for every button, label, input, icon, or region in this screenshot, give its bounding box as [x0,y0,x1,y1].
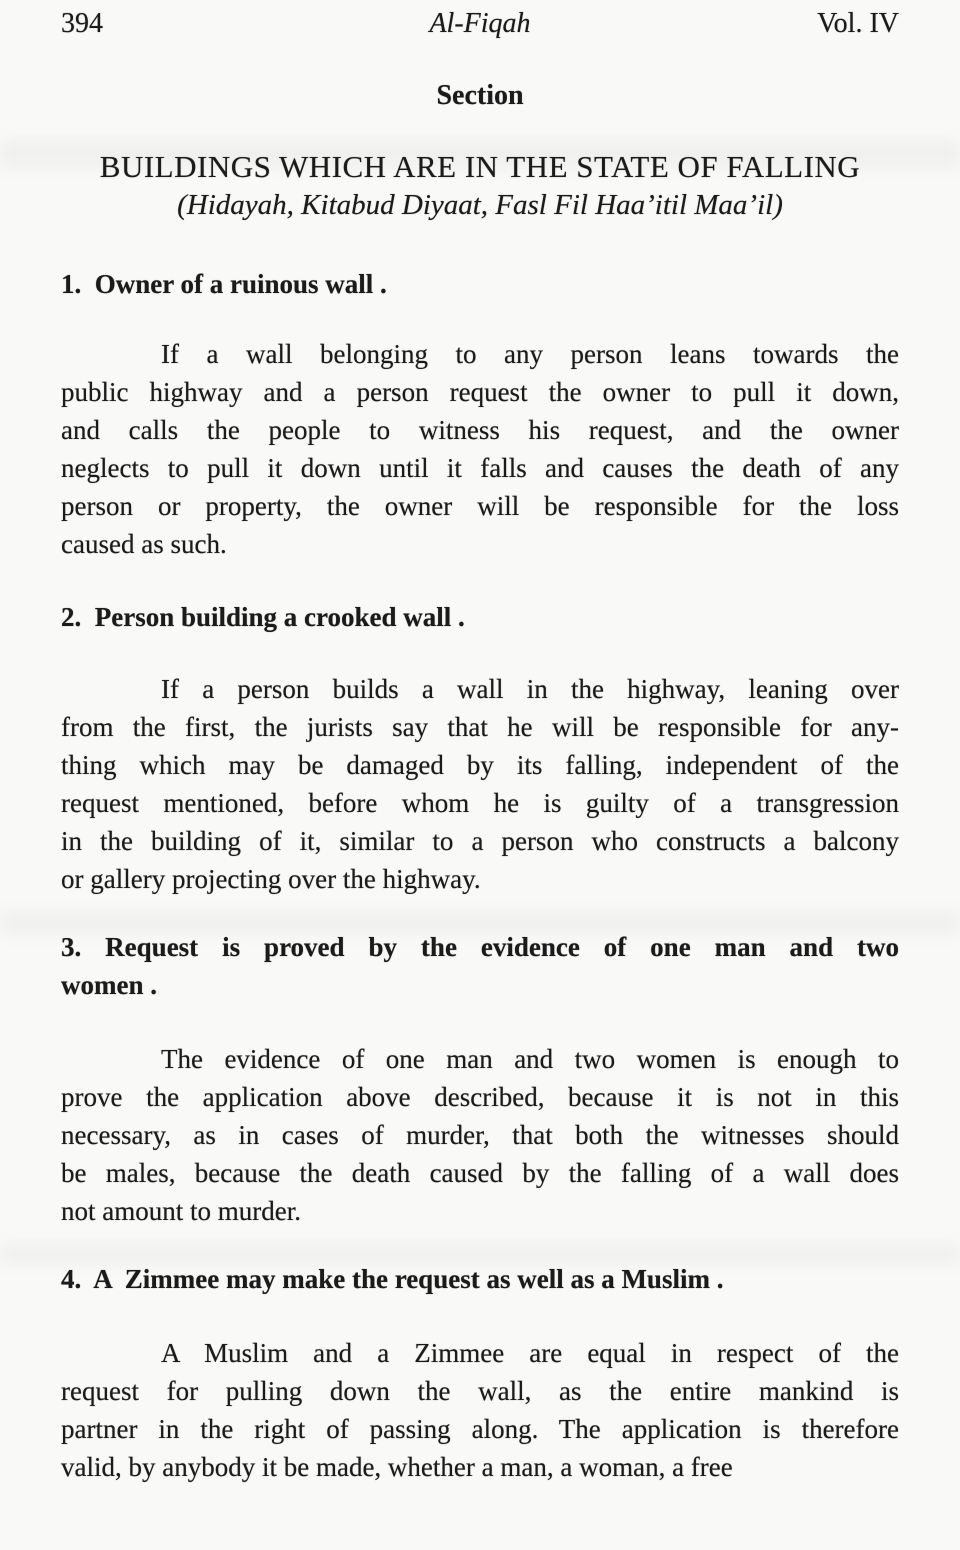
heading-1 [61,265,899,303]
paragraph-1 [61,335,899,563]
paragraph-line: partner in the right of passing along. The application is therefore [61,1414,899,1444]
paragraph-2 [61,670,899,898]
paragraph-line: prove the application above described, because it is not in this [61,1082,899,1112]
paragraph-3 [61,1040,899,1230]
paragraph-line: necessary, as in cases of murder, that both the witnesses should [61,1120,899,1150]
paragraph-line: If a wall belonging to any person leans towards the [161,339,899,369]
page-number: 394 [61,8,103,39]
paragraph-line: public highway and a person request the owner to pull it down, [61,377,899,407]
paragraph-line: If a person builds a wall in the highway, leaning over [161,674,899,704]
chapter-subtitle: (Hidayah, Kitabud Diyaat, Fasl Fil Haa’itil Maa’il) [177,189,783,221]
paragraph-line: caused as such. [61,529,227,559]
paragraph-line: and calls the people to witness his request, and the owner [61,415,899,445]
heading-line: 2. Person building a crooked wall . [61,602,465,632]
paragraph-line: person or property, the owner will be responsible for the loss [61,491,899,521]
paragraph-line: from the first, the jurists say that he will be responsible for any- [61,712,899,742]
chapter-title-block [61,148,899,224]
paragraph-line: neglects to pull it down until it falls and causes the death of any [61,453,899,483]
section-label: Section [436,80,524,111]
heading-4 [61,1260,899,1298]
heading-line: 3. Request is proved by the evidence of one man and two [61,932,899,962]
volume-label: Vol. IV [817,8,899,39]
paragraph-line: in the building of it, similar to a person who constructs a balcony [61,826,899,856]
paragraph-line: thing which may be damaged by its falling, independent of the [61,750,899,780]
heading-line: 4. A Zimmee may make the request as well as a Muslim . [61,1264,724,1294]
paragraph-4 [61,1334,899,1486]
heading-line: 1. Owner of a ruinous wall . [61,269,387,299]
running-header [61,8,899,40]
paragraph-line: valid, by anybody it be made, whether a man, a woman, a free [61,1452,733,1482]
heading-line: women . [61,970,157,1000]
paragraph-line: request for pulling down the wall, as the entire mankind is [61,1376,899,1406]
paragraph-line: request mentioned, before whom he is guilty of a transgression [61,788,899,818]
paragraph-line: or gallery projecting over the highway. [61,864,481,894]
heading-3 [61,928,899,1004]
paragraph-line: The evidence of one man and two women is enough to [161,1044,899,1074]
heading-2 [61,598,899,636]
chapter-title: BUILDINGS WHICH ARE IN THE STATE OF FALLING [99,149,861,184]
book-title: Al-Fiqah [429,8,531,39]
paragraph-line: not amount to murder. [61,1196,301,1226]
paragraph-line: be males, because the death caused by the falling of a wall does [61,1158,899,1188]
paragraph-line: A Muslim and a Zimmee are equal in respect of the [161,1338,899,1368]
